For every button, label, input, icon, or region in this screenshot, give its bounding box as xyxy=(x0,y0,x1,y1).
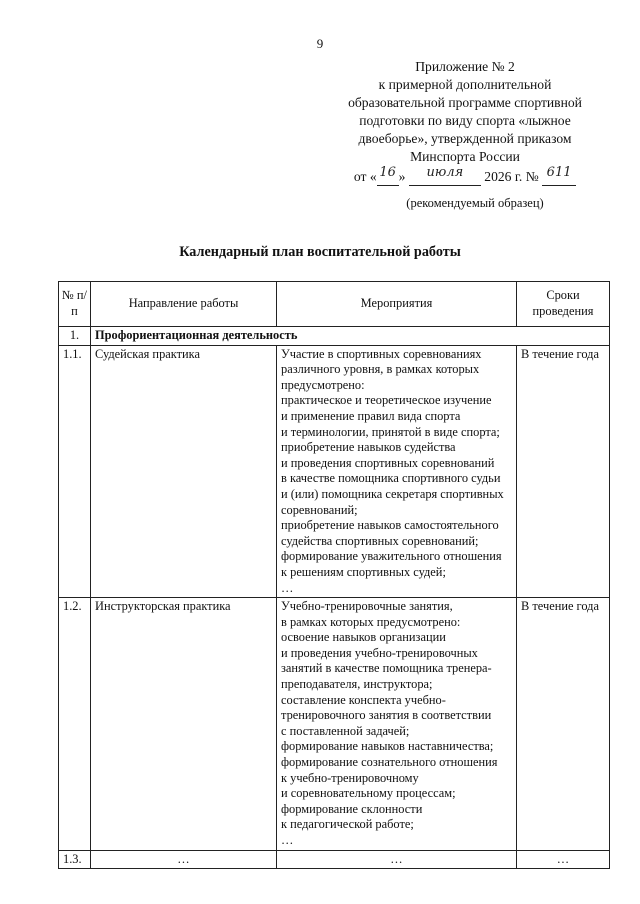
event-line: с поставленной задачей; xyxy=(281,723,410,738)
event-line: освоение навыков организации xyxy=(281,630,446,645)
header-num: № п/п xyxy=(59,282,91,327)
date-prefix: от « xyxy=(353,169,377,184)
event-line: и терминологии, принятой в виде спорта; xyxy=(281,424,500,439)
appendix-line: подготовки по виду спорта «лыжное xyxy=(359,113,571,128)
appendix-line: к примерной дополнительной xyxy=(378,77,552,92)
appendix-line: Минспорта России xyxy=(410,149,520,164)
row-num: 1.1. xyxy=(59,345,91,598)
appendix-block xyxy=(290,58,640,186)
event-line: составление конспекта учебно- xyxy=(281,692,446,707)
order-number-field xyxy=(542,166,576,186)
date-month-handwritten: июля xyxy=(426,165,464,180)
section-title: Профориентационная деятельность xyxy=(91,327,610,346)
row-direction: … xyxy=(91,850,277,869)
event-line: и проведения спортивных соревнований xyxy=(281,455,495,470)
appendix-line: двоеборье», утвержденной приказом xyxy=(358,131,572,146)
date-day-handwritten: 16 xyxy=(379,165,396,180)
order-number-handwritten: 611 xyxy=(546,165,572,180)
row-num: 1.2. xyxy=(59,598,91,851)
header-events: Мероприятия xyxy=(277,282,517,327)
header-terms: Сроки проведения xyxy=(517,282,610,327)
table-row xyxy=(59,850,610,869)
event-line: формирование навыков наставничества; xyxy=(281,739,494,754)
event-line: и применение правил вида спорта xyxy=(281,408,461,423)
event-line: приобретение навыков судейства xyxy=(281,440,456,455)
event-line: в рамках которых предусмотрено: xyxy=(281,614,461,629)
section-row xyxy=(59,327,610,346)
event-line: различного уровня, в рамках которых xyxy=(281,362,480,377)
event-line: … xyxy=(281,833,294,847)
event-line: преподавателя, инструктора; xyxy=(281,677,433,692)
event-line: Учебно-тренировочные занятия, xyxy=(281,599,453,614)
page-number: 9 xyxy=(316,36,324,51)
row-events: … xyxy=(277,850,517,869)
event-line: формирование уважительного отношения xyxy=(281,549,502,564)
date-year: 2026 г. № xyxy=(484,169,539,184)
order-date-line xyxy=(290,166,640,186)
event-line: тренировочного занятия в соответствии xyxy=(281,708,492,723)
row-direction: Судейская практика xyxy=(91,345,277,598)
row-terms: В течение года xyxy=(517,598,610,851)
event-line: к учебно-тренировочному xyxy=(281,770,419,785)
event-line: соревнований; xyxy=(281,502,358,517)
row-events xyxy=(277,598,517,851)
table-row xyxy=(59,345,610,598)
row-events xyxy=(277,345,517,598)
date-day-field xyxy=(377,166,399,186)
date-mid: » xyxy=(398,169,406,184)
event-line: к педагогической работе; xyxy=(281,817,414,832)
event-line: практическое и теоретическое изучение xyxy=(281,393,492,408)
event-line: предусмотрено: xyxy=(281,377,365,392)
event-line: приобретение навыков самостоятельного xyxy=(281,518,499,533)
recommended-note: (рекомендуемый образец) xyxy=(406,196,544,210)
row-direction: Инструкторская практика xyxy=(91,598,277,851)
event-line: формирование склонности xyxy=(281,801,423,816)
event-line: к решениям спортивных судей; xyxy=(281,564,446,579)
row-terms: В течение года xyxy=(517,345,610,598)
event-line: и (или) помощника секретаря спортивных xyxy=(281,486,504,501)
event-line: и соревновательному процессам; xyxy=(281,786,456,801)
event-line: Участие в спортивных соревнованиях xyxy=(281,346,482,361)
event-line: и проведения учебно-тренировочных xyxy=(281,645,478,660)
appendix-line: образовательной программе спортивной xyxy=(348,95,582,110)
section-num: 1. xyxy=(59,327,91,346)
event-line: в качестве помощника спортивного судьи xyxy=(281,471,501,486)
event-line: занятий в качестве помощника тренера- xyxy=(281,661,492,676)
document-title: Календарный план воспитательной работы xyxy=(179,244,461,260)
row-terms: … xyxy=(517,850,610,869)
table-row xyxy=(59,598,610,851)
table-header-row xyxy=(59,282,610,327)
row-num: 1.3. xyxy=(59,850,91,869)
header-direction: Направление работы xyxy=(91,282,277,327)
event-line: формирование сознательного отношения xyxy=(281,755,498,770)
appendix-line: Приложение № 2 xyxy=(415,59,515,74)
date-month-field xyxy=(409,166,481,186)
event-line: судейства спортивных соревнований; xyxy=(281,533,479,548)
event-line: … xyxy=(281,580,294,595)
plan-table xyxy=(58,281,610,869)
